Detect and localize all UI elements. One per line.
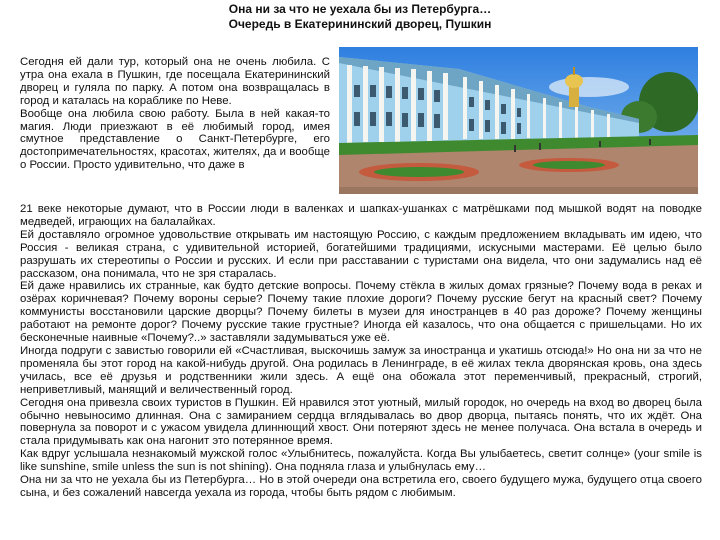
- catherine-palace-photo: [339, 47, 698, 194]
- left-column-text: [20, 56, 330, 172]
- paragraph: Она ни за что не уехала бы из Петербурга… Но в этой очереди она встретила его, своего будущего мужа, будущего отца своего сына, и без сожалений навсегда уехала из города, чтобы быть рядом с любимым.: [20, 474, 702, 499]
- palace-image: [339, 47, 698, 194]
- paragraph: Иногда подруги с завистью говорили ей «Счастливая, выскочишь замуж за иностранца и укатишь отсюда!» Но она ни за что не променяла бы этот город на какой-нибудь другой. Она родилась в Ленинграде, в её жилах текла дворянская кровь, она здесь училась, все её друзья и родственники жили здесь. А ещё она обожала этот переменчивый, прекрасный, строгий, неприветливый, манящий и величественный город.: [20, 344, 702, 396]
- cloud: [549, 77, 629, 97]
- paragraph: Сегодня она привезла своих туристов в Пушкин. Ей нравился этот уютный, милый городок, но очередь на вход во дворец была обычно невыносимо длинная. Она с замиранием сердца вглядывалась во двор дворца, пытаясь понять, что их ждёт. Она повернула за поворот и с ужасом увидела длиннющий хвост. Они потеряют здесь не менее получаса. Она встала в очередь и стала придумывать как она нагонит это потерянное время.: [20, 396, 702, 448]
- header: [0, 2, 720, 32]
- paragraph: Ей даже нравились их странные, как будто детские вопросы. Почему стёкла в жилых домах грязные? Почему вода в реках и озёрах коричневая? Почему вороны серые? Почему такие плохие дороги? Почему русские бегут на красный свет? Почему коммунисты восстановили царские дворцы? Почему билеты в музеи для иностранцев в 40 раз дороже? Почему женщины работают на ремонте дорог? Почему русские такие грустные? Иногда ей казалось, что она общается с пришельцами. Но их бесконечные наивные «Почему?..» заставляли задумываться уже её.: [20, 280, 702, 345]
- foreground-path: [339, 187, 698, 194]
- paragraph: Сегодня ей дали тур, который она не очень любила. С утра она ехала в Пушкин, где посещала Екатерининский дворец и гуляла по парку. А потом она возвращалась в город и каталась на кораблике по Неве.: [20, 56, 330, 107]
- main-text: [20, 203, 702, 500]
- paragraph: Ей доставляло огромное удовольствие открывать им настоящую Россию, с каждым предложением вкладывать им идею, что Россия - великая страна, с удивительной историей, богатейшими традициями, искусными мастерами. Её целью было разрушать их стереотипы о России и русских. И если при расставании с туристами она видела, что они задумались над её рассказом, она понимала, что не зря старалась.: [20, 228, 702, 280]
- page-subtitle: Очередь в Екатерининский дворец, Пушкин: [228, 17, 492, 31]
- paragraph: Вообще она любила свою работу. Была в ней какая-то магия. Люди приезжают в её любимый город, имея смутное представление о Санкт-Петербурге, его достопримечательностях, красотах, жителях, да и вообще о России. Просто удивительно, что даже в: [20, 107, 330, 172]
- page-title: Она ни за что не уехала бы из Петербурга…: [228, 2, 492, 16]
- paragraph: 21 веке некоторые думают, что в России люди в валенках и шапках-ушанках с матрёшками под мышкой водят на поводке медведей, играющих на балалайках.: [20, 203, 702, 228]
- paragraph: Как вдруг услышала незнакомый мужской голос «Улыбнитесь, пожалуйста. Когда Вы улыбаетесь, светит солнце» (your smile is like sunshine, smile unless the sun is not shining). Она подняла глаза и улыбнулась ему…: [20, 448, 702, 474]
